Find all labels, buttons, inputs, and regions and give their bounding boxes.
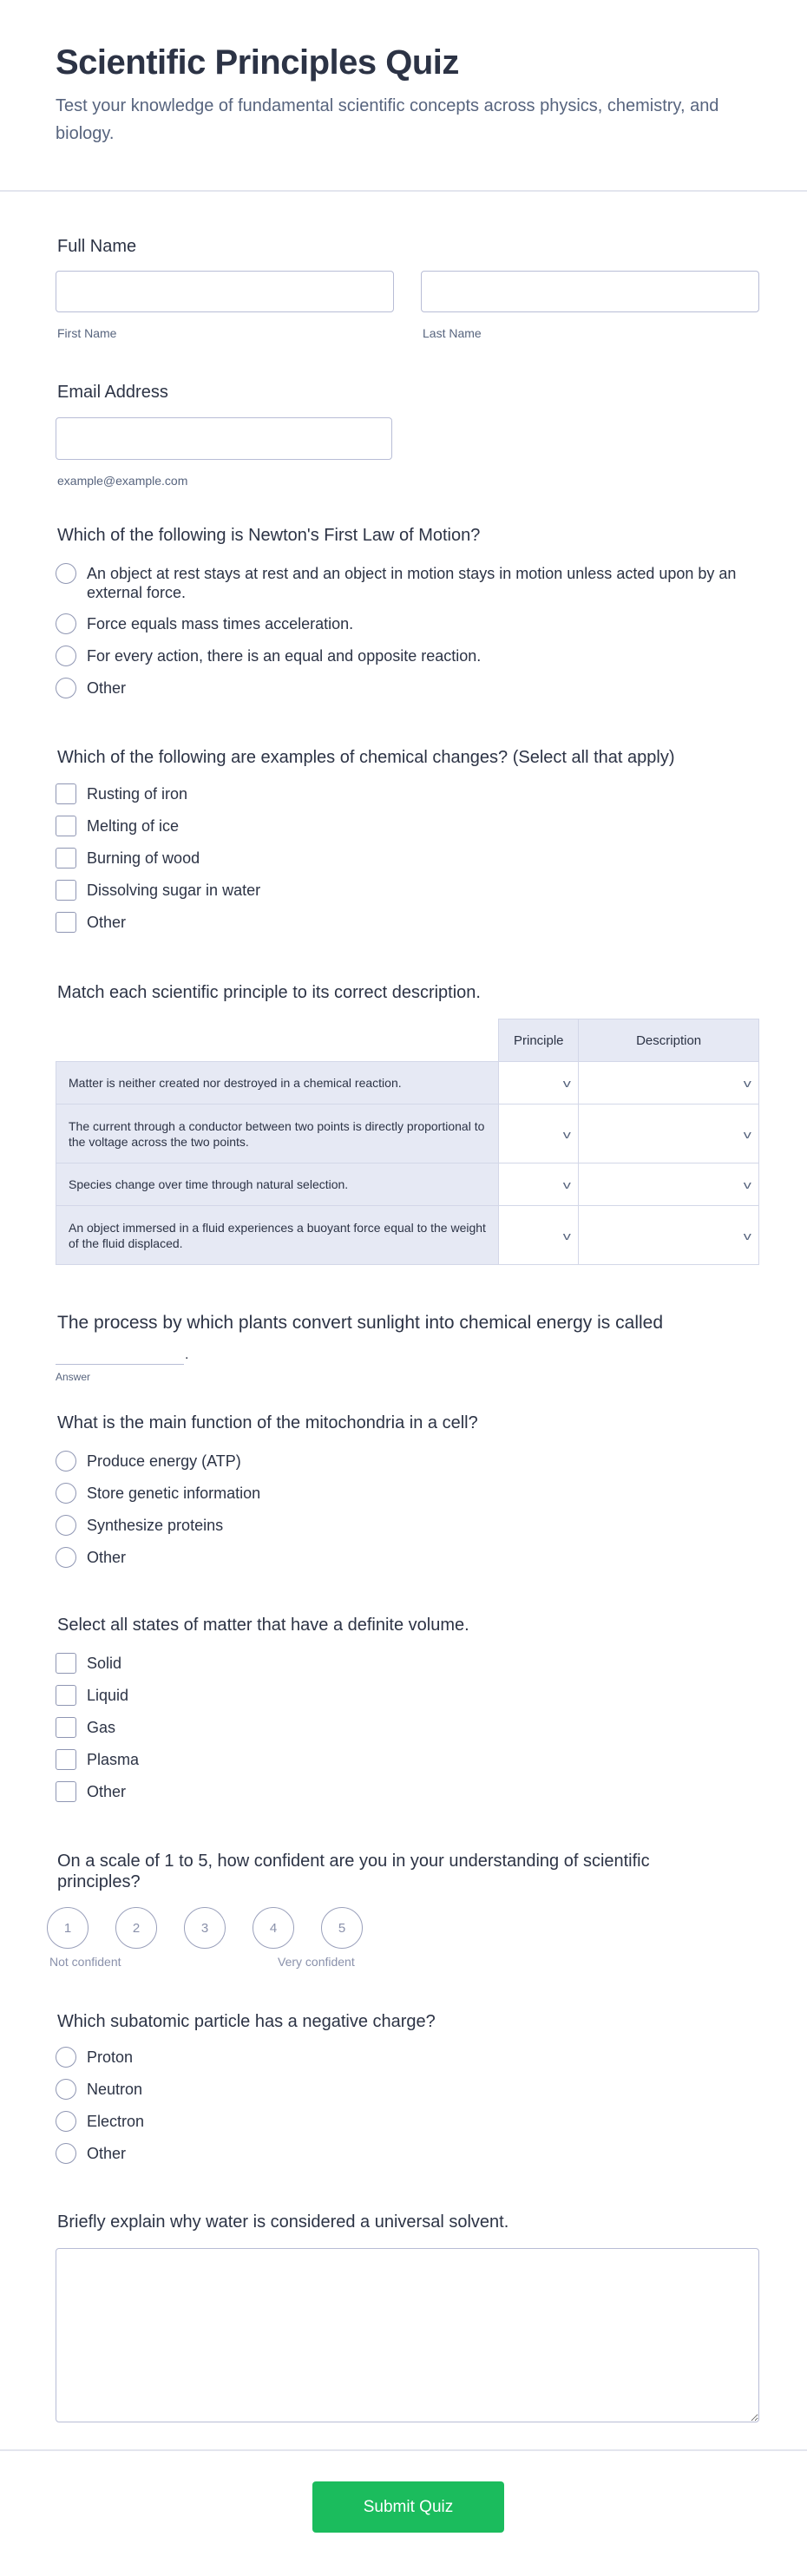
option-label: Produce energy (ATP): [87, 1452, 241, 1470]
matrix-row: [56, 1163, 759, 1206]
checkbox[interactable]: [56, 1717, 76, 1738]
q2-option[interactable]: [56, 816, 746, 836]
fill-blank-suffix: .: [185, 1347, 189, 1362]
checkbox[interactable]: [56, 783, 76, 804]
option-label: Rusting of iron: [87, 785, 188, 803]
q2-option[interactable]: [56, 849, 746, 868]
q3-label: What is the main function of the mitochondria in a cell?: [57, 1413, 478, 1432]
radio-button[interactable]: [56, 2047, 76, 2068]
option-label: Electron: [87, 2113, 145, 2130]
first-name-sublabel: First Name: [57, 326, 117, 340]
email-label: Email Address: [57, 383, 168, 402]
fill-blank-sublabel: Answer: [56, 1371, 91, 1383]
q4-option[interactable]: [56, 1782, 746, 1802]
option-label: Other: [87, 679, 127, 697]
matching-table: [56, 1019, 759, 1265]
column-header-principle: Principle: [499, 1019, 579, 1062]
q2-label: Which of the following are examples of chemical changes? (Select all that apply): [57, 748, 675, 767]
option-label: Burning of wood: [87, 849, 200, 867]
matrix-label: Match each scientific principle to its correct description.: [57, 983, 481, 1002]
q1-options: [56, 564, 746, 698]
scale-option-2[interactable]: 2: [115, 1907, 157, 1949]
full-name-label: Full Name: [57, 237, 137, 256]
principle-dropdown[interactable]: [499, 1163, 579, 1206]
option-label: Solid: [87, 1655, 122, 1672]
q2-options: [56, 784, 746, 933]
radio-button[interactable]: [56, 613, 76, 634]
option-label: Dissolving sugar in water: [87, 882, 261, 899]
option-label: Plasma: [87, 1751, 140, 1768]
q5-options: [56, 2048, 746, 2164]
essay-label: Briefly explain why water is considered a universal solvent.: [57, 2212, 509, 2232]
q5-option[interactable]: [56, 2048, 746, 2068]
essay-textarea[interactable]: [56, 2248, 759, 2422]
q4-option[interactable]: [56, 1654, 746, 1674]
option-label: Force equals mass times acceleration.: [87, 615, 354, 633]
chevron-down-icon: v: [562, 1229, 571, 1242]
option-label: Proton: [87, 2048, 134, 2066]
matrix-row-label: The current through a conductor between two points is directly proportional to the voltage across the two points.: [56, 1104, 499, 1163]
matrix-row-label: An object immersed in a fluid experiences a buoyant force equal to the weight of the fluid displaced.: [56, 1206, 499, 1265]
radio-button[interactable]: [56, 563, 76, 584]
q4-label: Select all states of matter that have a definite volume.: [57, 1616, 469, 1635]
radio-button[interactable]: [56, 1483, 76, 1504]
checkbox[interactable]: [56, 1781, 76, 1802]
checkbox[interactable]: [56, 848, 76, 868]
q1-option[interactable]: [56, 614, 746, 634]
q1-option[interactable]: [56, 678, 746, 698]
option-label: Store genetic information: [87, 1485, 261, 1502]
radio-button[interactable]: [56, 678, 76, 698]
description-dropdown[interactable]: [579, 1062, 759, 1104]
q3-options: [56, 1452, 746, 1568]
q4-option[interactable]: [56, 1718, 746, 1738]
q2-option[interactable]: [56, 881, 746, 901]
radio-button[interactable]: [56, 2111, 76, 2132]
radio-button[interactable]: [56, 1547, 76, 1568]
radio-button[interactable]: [56, 1515, 76, 1536]
chevron-down-icon: v: [743, 1178, 751, 1191]
option-label: Other: [87, 1549, 127, 1566]
first-name-input[interactable]: [56, 271, 394, 312]
page-description: Test your knowledge of fundamental scientific concepts across physics, chemistry, and biology.: [56, 96, 719, 143]
checkbox[interactable]: [56, 1685, 76, 1706]
q1-label: Which of the following is Newton's First Law of Motion?: [57, 526, 481, 545]
radio-button[interactable]: [56, 2143, 76, 2164]
chevron-down-icon: v: [743, 1077, 751, 1090]
matrix-row-label: Species change over time through natural selection.: [56, 1163, 499, 1206]
matrix-row: [56, 1104, 759, 1163]
page-title: Scientific Principles Quiz: [56, 43, 459, 82]
chevron-down-icon: v: [743, 1229, 751, 1242]
scale-option-5[interactable]: 5: [321, 1907, 363, 1949]
option-label: Other: [87, 1783, 127, 1800]
q3-option[interactable]: [56, 1452, 746, 1472]
scale-max-label: Very confident: [278, 1955, 355, 1969]
q3-option[interactable]: [56, 1548, 746, 1568]
email-input[interactable]: [56, 417, 392, 460]
q1-option[interactable]: [56, 646, 746, 666]
option-label: Liquid: [87, 1687, 129, 1704]
option-label: An object at rest stays at rest and an object in motion stays in motion unless acted upon by an external force.: [87, 565, 737, 601]
scale-label: On a scale of 1 to 5, how confident are you in your understanding of scientific principles?: [57, 1852, 650, 1891]
email-helper: example@example.com: [57, 474, 188, 488]
chevron-down-icon: v: [562, 1077, 571, 1090]
principle-dropdown[interactable]: [499, 1062, 579, 1104]
chevron-down-icon: v: [743, 1127, 751, 1141]
fill-blank-text: The process by which plants convert sunlight into chemical energy is called: [57, 1313, 664, 1333]
q3-option[interactable]: [56, 1484, 746, 1504]
q1-option[interactable]: [56, 564, 746, 602]
matrix-row-label: Matter is neither created nor destroyed in a chemical reaction.: [56, 1062, 499, 1104]
checkbox[interactable]: [56, 1749, 76, 1770]
description-dropdown[interactable]: [579, 1104, 759, 1163]
option-label: Melting of ice: [87, 817, 180, 835]
submit-button[interactable]: Submit Quiz: [312, 2481, 504, 2533]
q3-option[interactable]: [56, 1516, 746, 1536]
matrix-row: [56, 1062, 759, 1104]
scale-option-4[interactable]: 4: [253, 1907, 294, 1949]
chevron-down-icon: v: [562, 1178, 571, 1191]
q5-option[interactable]: [56, 2080, 746, 2100]
principle-dropdown[interactable]: [499, 1206, 579, 1265]
radio-button[interactable]: [56, 1451, 76, 1472]
option-label: Synthesize proteins: [87, 1517, 224, 1534]
column-header-description: Description: [579, 1019, 759, 1062]
description-dropdown[interactable]: [579, 1163, 759, 1206]
q2-option[interactable]: [56, 913, 746, 933]
matrix-row: [56, 1206, 759, 1265]
radio-button[interactable]: [56, 646, 76, 666]
description-dropdown[interactable]: [579, 1206, 759, 1265]
option-label: Other: [87, 2145, 127, 2162]
scale-option-3[interactable]: 3: [184, 1907, 226, 1949]
q4-options: [56, 1654, 746, 1802]
checkbox[interactable]: [56, 816, 76, 836]
q4-option[interactable]: [56, 1750, 746, 1770]
header-divider: [0, 190, 807, 192]
q5-label: Which subatomic particle has a negative charge?: [57, 2012, 436, 2031]
chevron-down-icon: v: [562, 1127, 571, 1141]
radio-button[interactable]: [56, 2079, 76, 2100]
principle-dropdown[interactable]: [499, 1104, 579, 1163]
option-label: Gas: [87, 1719, 116, 1736]
q5-option[interactable]: [56, 2144, 746, 2164]
option-label: Neutron: [87, 2081, 143, 2098]
scale-option-1[interactable]: 1: [47, 1907, 89, 1949]
scale-min-label: Not confident: [49, 1955, 121, 1969]
confidence-scale: [47, 1907, 363, 1949]
option-label: Other: [87, 914, 127, 931]
q4-option[interactable]: [56, 1686, 746, 1706]
checkbox[interactable]: [56, 1653, 76, 1674]
checkbox[interactable]: [56, 880, 76, 901]
last-name-input[interactable]: [421, 271, 759, 312]
fill-blank-input[interactable]: [56, 1349, 184, 1365]
last-name-sublabel: Last Name: [423, 326, 482, 340]
footer-divider: [0, 2449, 807, 2451]
option-label: For every action, there is an equal and opposite reaction.: [87, 647, 482, 665]
q2-option[interactable]: [56, 784, 746, 804]
q5-option[interactable]: [56, 2112, 746, 2132]
checkbox[interactable]: [56, 912, 76, 933]
